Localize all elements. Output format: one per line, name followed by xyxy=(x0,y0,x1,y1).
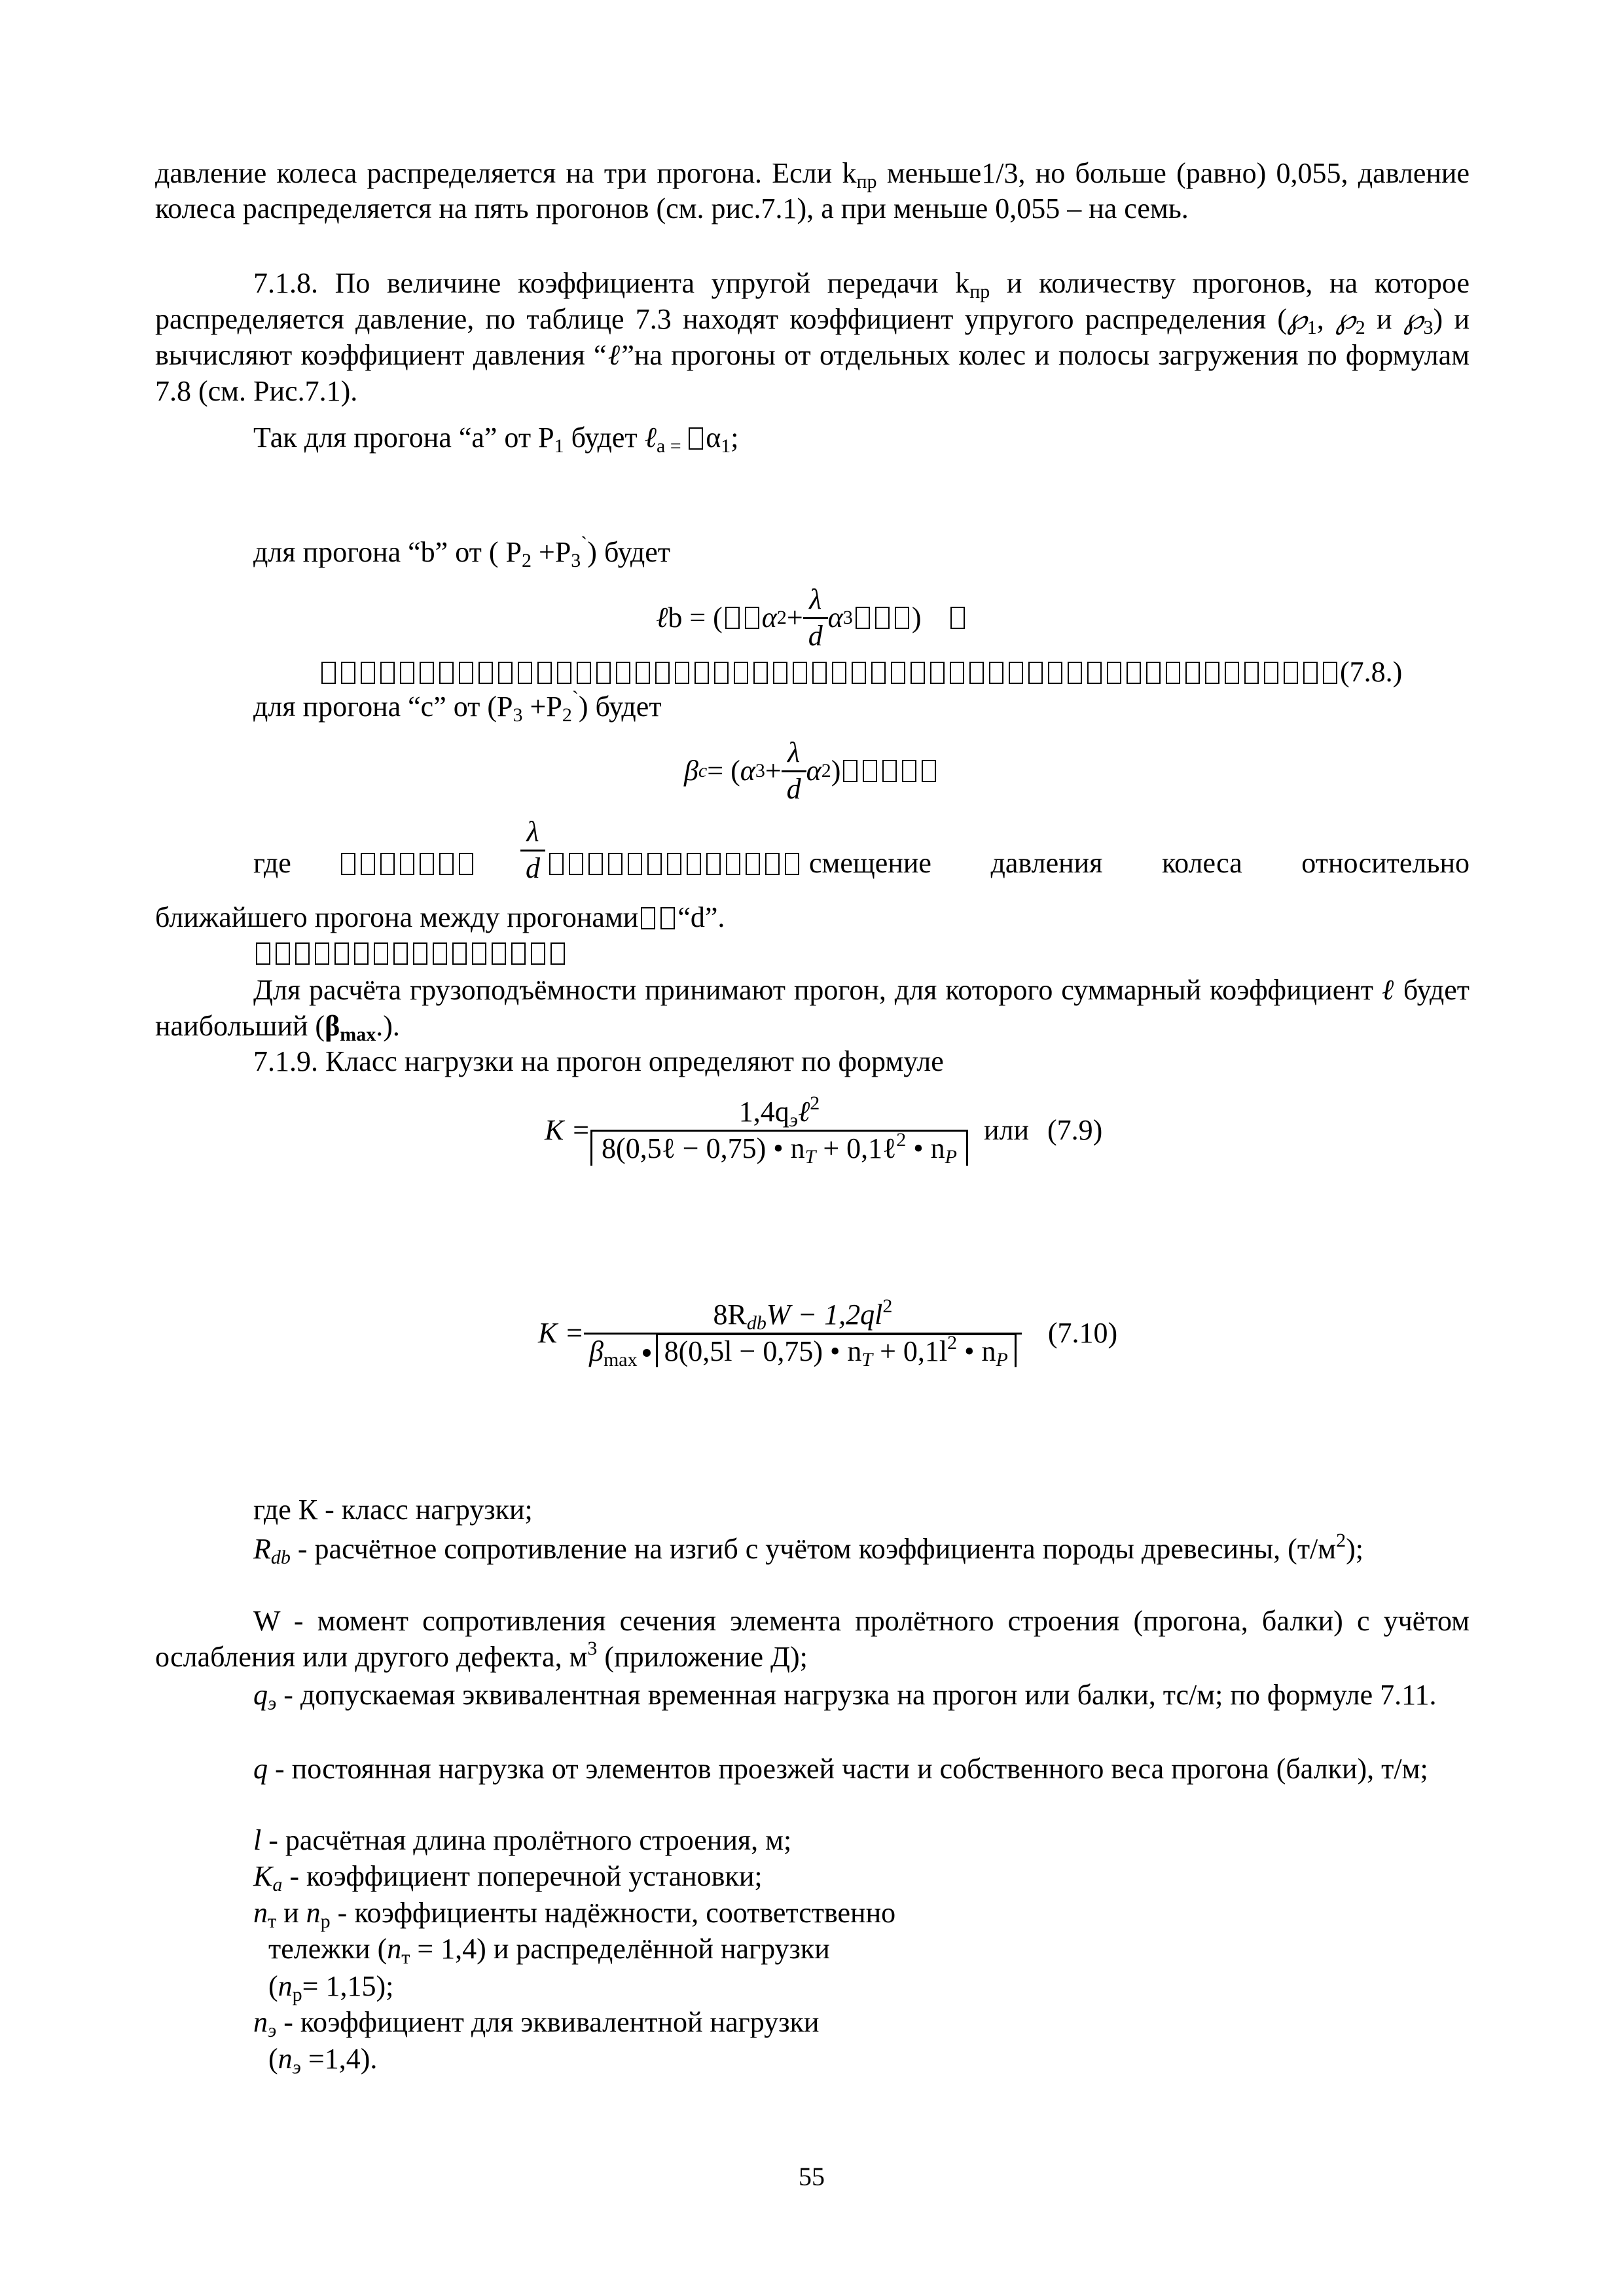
alpha-script-symbol: ℘ xyxy=(1403,303,1424,335)
paragraph-1: давление колеса распределяется на три прогона. Если $k_{пр}$ меньше1/3, но больше (равно) 0,055, давление колеса распределяется на пять прогонов (см. рис.7.1), а при меньше 0,055 – на семь. xyxy=(155,157,1470,224)
missing-glyph-box xyxy=(911,662,925,684)
missing-glyph-row-2 xyxy=(253,936,568,971)
missing-glyph-box xyxy=(557,662,571,684)
missing-glyph-box xyxy=(380,662,395,684)
missing-glyph-box xyxy=(636,662,650,684)
alpha-script-symbol: ℘ xyxy=(1335,303,1356,335)
missing-glyph-box xyxy=(675,662,689,684)
missing-glyph-box xyxy=(852,662,866,684)
missing-glyph-box xyxy=(1284,662,1298,684)
paragraph-6-line-2: ближайшего прогона между прогонами “d”. xyxy=(155,901,725,933)
missing-glyph-box xyxy=(793,662,807,684)
formula-beta-b: ℓ b = ( α 2 + $\frac{\lambda}{d}$ α 3 ) xyxy=(656,572,967,664)
missing-glyph-box xyxy=(361,662,375,684)
missing-glyph-box xyxy=(1107,662,1121,684)
missing-glyph-box xyxy=(969,662,984,684)
missing-glyph-box xyxy=(1205,662,1219,684)
missing-glyph-box xyxy=(1048,662,1062,684)
missing-glyph-box xyxy=(714,662,729,684)
missing-glyph-box xyxy=(478,662,493,684)
paragraph-4: для прогона “b” от ( $P_2 +P_3^`$) будет xyxy=(253,533,671,571)
paragraph-5: для прогона “с” от $(P_3 +P_2^`)$ будет xyxy=(253,687,662,726)
missing-glyph-box xyxy=(420,662,434,684)
missing-glyph-box xyxy=(518,662,532,684)
beta-script-symbol: ℓ xyxy=(1381,974,1396,1006)
missing-glyph-box xyxy=(695,662,709,684)
missing-glyph-box xyxy=(832,662,846,684)
paragraph-2: 7.1.8. По величине коэффициента упругой передачи $k_{пр}$ и количеству прогонов, на которое распределяется давление, по таблице 7.3 находят коэффициент упругого распределения ($℘_1$, $℘_2$ и $℘_3$) и вычисляют коэффициент давления “ℓ”на прогоны от отдельных колес и полосы загружения по формулам 7.8 (см. Рис.7.1). xyxy=(155,267,1470,407)
missing-glyph-box xyxy=(498,662,513,684)
missing-glyph-box xyxy=(400,662,414,684)
missing-glyph-box xyxy=(1244,662,1259,684)
paragraph-6-line-1: где $\frac{\lambda}{d}$ смещение давления колеса относительно xyxy=(253,815,1470,900)
missing-glyph-box xyxy=(459,662,473,684)
missing-glyph-box xyxy=(1264,662,1278,684)
paragraph-3: Так для прогона “а” от $Р_1$ будет ℓ$_{a =}$ $\alpha_1$; xyxy=(253,422,739,457)
beta-script-symbol: ℓ xyxy=(656,601,668,634)
paragraph-7: Для расчёта грузоподъёмности принимают прогон, для которого суммарный коэффициент ℓ будет наибольший $(\beta_{max}.)$. xyxy=(155,974,1470,1045)
formula-7-10: K = $\frac{8R_{db}W - 1,2ql^2}{\beta_{max} 8(0,5l - 0,75) • n_T + 0,1l^2 • n_P}$ (7.10) xyxy=(538,1295,1118,1371)
missing-glyph-box xyxy=(439,662,454,684)
missing-glyph-box xyxy=(1087,662,1102,684)
missing-glyph-box xyxy=(871,662,886,684)
missing-glyph-box xyxy=(989,662,1003,684)
equation-number-7-8-row xyxy=(319,655,1402,690)
definition-trolley: тележки $(n_т = 1,4)$ и распределённой нагрузки xyxy=(268,1933,830,1968)
missing-glyph-box xyxy=(596,662,611,684)
formula-7-9: K = $\frac{1,4q_э\ell^2}{8(0,5\ell - 0,75) • n_T + 0,1\ell^2 • n_P}$ или (7.9) xyxy=(545,1092,1103,1168)
missing-glyph-box xyxy=(1166,662,1180,684)
beta-script-symbol: ℓ xyxy=(606,339,622,371)
missing-glyph-box xyxy=(950,662,964,684)
page-number: 55 xyxy=(799,2162,825,2191)
missing-glyph-box xyxy=(1225,662,1239,684)
definition-l: l - расчётная длина пролётного строения, м; xyxy=(253,1824,792,1856)
equation-number: (7.8.) xyxy=(1340,656,1403,688)
missing-glyph-box xyxy=(341,662,355,684)
missing-glyph-box xyxy=(812,662,827,684)
missing-glyph-box xyxy=(689,427,703,450)
missing-glyph-box xyxy=(1009,662,1023,684)
missing-glyph-box xyxy=(1185,662,1200,684)
fraction-lambda-d: $\frac{\lambda}{d}$ xyxy=(803,583,828,654)
alpha-script-symbol: ℘ xyxy=(1287,303,1307,335)
equation-number: (7.9) xyxy=(1047,1113,1103,1146)
missing-glyph-box xyxy=(773,662,787,684)
equation-number: (7.10) xyxy=(1047,1316,1118,1349)
definition-nt-np: $n_т$ и $n_р$ - коэффициенты надёжности, соответственно xyxy=(253,1897,896,1932)
missing-glyph-box xyxy=(930,662,945,684)
missing-glyph-box xyxy=(734,662,748,684)
missing-glyph-box xyxy=(577,662,591,684)
missing-glyph-row xyxy=(319,655,1340,690)
missing-glyph-box xyxy=(616,662,630,684)
missing-glyph-box xyxy=(1068,662,1082,684)
definition-q: q - постоянная нагрузка от элементов проезжей части и собственного веса прогона (балки), т/м; xyxy=(253,1753,1428,1785)
missing-glyph-box xyxy=(1323,662,1337,684)
missing-glyph-box xyxy=(753,662,768,684)
definition-k: где К - класс нагрузки; xyxy=(253,1494,533,1526)
missing-glyph-box xyxy=(1303,662,1318,684)
missing-glyph-box xyxy=(655,662,670,684)
missing-glyph-box xyxy=(1146,662,1161,684)
beta-script-symbol: ℓ xyxy=(644,422,657,454)
formula-beta-c: β c = ( α 3 + $\frac{\lambda}{d}$ α 2 ) xyxy=(684,725,939,817)
definition-rdb: $R_{db}$ - расчётное сопротивление на изгиб с учётом коэффициента породы древесины, $(т/м^2)$; xyxy=(253,1530,1364,1568)
definition-q-e: $q_э$ - допускаемая эквивалентная временная нагрузка на прогон или балки, тс/м; по формуле 7.11. xyxy=(253,1679,1437,1714)
definition-w: W - момент сопротивления сечения элемента пролётного строения (прогона, балки) с учётом ослабления или другого дефекта, $м^3$ (приложение Д); xyxy=(155,1605,1470,1673)
missing-glyph-box xyxy=(1127,662,1141,684)
definition-ka: $K_a$ - коэффициент поперечной установки; xyxy=(253,1860,763,1895)
missing-glyph-box xyxy=(537,662,552,684)
missing-glyph-box xyxy=(321,662,336,684)
paragraph-8: 7.1.9. Класс нагрузки на прогон определяют по формуле xyxy=(253,1045,944,1077)
missing-glyph-box xyxy=(891,662,905,684)
missing-glyph-box xyxy=(1028,662,1043,684)
definition-ne-value: $(n_э =1,4)$. xyxy=(268,2043,378,2078)
definition-np-value: $(n_р= 1,15)$; xyxy=(268,1970,394,2005)
definition-ne: $n_э$ - коэффициент для эквивалентной нагрузки xyxy=(253,2006,820,2041)
